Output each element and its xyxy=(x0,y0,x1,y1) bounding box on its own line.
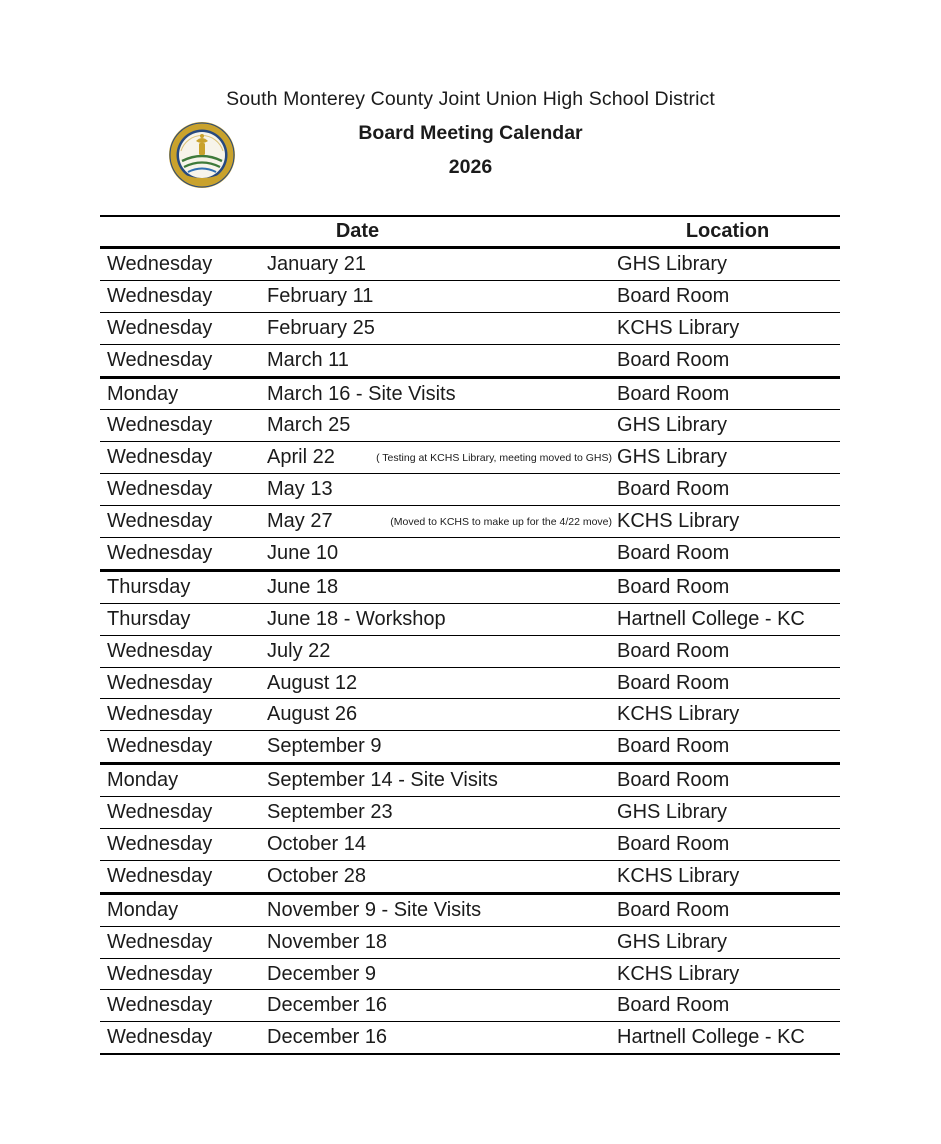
cell-date xyxy=(265,635,615,667)
cell-day: Monday xyxy=(100,377,265,410)
table-header xyxy=(100,216,840,248)
date-note: (Moved to KCHS to make up for the 4/22 move) xyxy=(390,515,613,528)
calendar-year: 2026 xyxy=(448,156,493,178)
cell-date xyxy=(265,410,615,442)
date-text: October 14 xyxy=(267,832,366,855)
cell-date xyxy=(265,280,615,312)
table-row xyxy=(100,797,840,829)
cell-date xyxy=(265,926,615,958)
table-row xyxy=(100,442,840,474)
board-meeting-table xyxy=(100,215,840,1055)
district-name: South Monterey County Joint Union High School District xyxy=(226,88,715,110)
cell-day: Wednesday xyxy=(100,829,265,861)
table-row xyxy=(100,474,840,506)
cell-location: GHS Library xyxy=(615,410,840,442)
cell-date xyxy=(265,667,615,699)
table-row xyxy=(100,958,840,990)
cell-date xyxy=(265,377,615,410)
date-text: February 11 xyxy=(267,284,374,307)
cell-location: Board Room xyxy=(615,990,840,1022)
cell-day: Wednesday xyxy=(100,280,265,312)
cell-location: Hartnell College - KC xyxy=(615,603,840,635)
table-row xyxy=(100,603,840,635)
cell-date xyxy=(265,442,615,474)
cell-location: Board Room xyxy=(615,667,840,699)
date-text: September 14 - Site Visits xyxy=(267,769,498,792)
cell-location: KCHS Library xyxy=(615,958,840,990)
cell-day: Wednesday xyxy=(100,667,265,699)
cell-day: Wednesday xyxy=(100,958,265,990)
cell-location: Board Room xyxy=(615,764,840,797)
table-row xyxy=(100,926,840,958)
date-text: April 22 xyxy=(267,446,335,469)
date-text: November 9 - Site Visits xyxy=(267,898,482,921)
cell-location: Board Room xyxy=(615,344,840,377)
cell-day: Wednesday xyxy=(100,990,265,1022)
cell-date xyxy=(265,829,615,861)
cell-date xyxy=(265,570,615,603)
table-row xyxy=(100,506,840,538)
column-header-date: Date xyxy=(100,216,615,248)
district-seal-logo xyxy=(168,121,236,189)
cell-location: Hartnell College - KC xyxy=(615,1022,840,1054)
table-row xyxy=(100,410,840,442)
date-text: December 16 xyxy=(267,994,388,1017)
cell-date xyxy=(265,990,615,1022)
cell-location: Board Room xyxy=(615,570,840,603)
date-text: December 16 xyxy=(267,1026,388,1049)
table-row xyxy=(100,667,840,699)
cell-date xyxy=(265,860,615,893)
date-note: ( Testing at KCHS Library, meeting moved to GHS) xyxy=(376,451,613,464)
cell-day: Monday xyxy=(100,764,265,797)
cell-location: Board Room xyxy=(615,474,840,506)
table-row xyxy=(100,538,840,571)
cell-day: Wednesday xyxy=(100,699,265,731)
cell-location: Board Room xyxy=(615,538,840,571)
cell-day: Wednesday xyxy=(100,248,265,281)
cell-location: Board Room xyxy=(615,893,840,926)
table-row xyxy=(100,731,840,764)
cell-day: Wednesday xyxy=(100,731,265,764)
page-title: Board Meeting Calendar xyxy=(358,122,583,144)
cell-location: KCHS Library xyxy=(615,312,840,344)
cell-location: Board Room xyxy=(615,829,840,861)
date-text: May 27 xyxy=(267,510,333,533)
cell-date xyxy=(265,893,615,926)
cell-date xyxy=(265,731,615,764)
cell-date xyxy=(265,797,615,829)
cell-day: Wednesday xyxy=(100,926,265,958)
cell-day: Monday xyxy=(100,893,265,926)
table-row xyxy=(100,764,840,797)
date-text: November 18 xyxy=(267,930,388,953)
table-row xyxy=(100,570,840,603)
table-row xyxy=(100,312,840,344)
cell-date xyxy=(265,603,615,635)
table-row xyxy=(100,377,840,410)
table-row xyxy=(100,635,840,667)
cell-day: Wednesday xyxy=(100,1022,265,1054)
cell-location: KCHS Library xyxy=(615,506,840,538)
cell-date xyxy=(265,1022,615,1054)
table-row xyxy=(100,1022,840,1054)
table-row xyxy=(100,280,840,312)
cell-date xyxy=(265,538,615,571)
table-row xyxy=(100,699,840,731)
cell-day: Wednesday xyxy=(100,312,265,344)
date-text: June 18 xyxy=(267,575,339,598)
date-text: January 21 xyxy=(267,252,366,275)
cell-day: Wednesday xyxy=(100,538,265,571)
cell-date xyxy=(265,474,615,506)
date-text: March 11 xyxy=(267,348,349,371)
cell-day: Wednesday xyxy=(100,797,265,829)
table-row xyxy=(100,893,840,926)
cell-date xyxy=(265,248,615,281)
date-text: August 12 xyxy=(267,671,358,694)
date-text: March 16 - Site Visits xyxy=(267,382,456,405)
cell-day: Wednesday xyxy=(100,860,265,893)
cell-day: Wednesday xyxy=(100,474,265,506)
date-text: September 9 xyxy=(267,735,382,758)
meeting-table-body xyxy=(100,248,840,1055)
date-text: July 22 xyxy=(267,639,331,662)
cell-day: Wednesday xyxy=(100,635,265,667)
cell-location: GHS Library xyxy=(615,248,840,281)
cell-location: KCHS Library xyxy=(615,860,840,893)
cell-location: KCHS Library xyxy=(615,699,840,731)
cell-date xyxy=(265,506,615,538)
cell-day: Thursday xyxy=(100,570,265,603)
cell-date xyxy=(265,764,615,797)
date-text: June 10 xyxy=(267,541,339,564)
cell-date xyxy=(265,699,615,731)
cell-day: Wednesday xyxy=(100,506,265,538)
date-text: August 26 xyxy=(267,703,358,726)
column-header-location: Location xyxy=(615,216,840,248)
date-text: May 13 xyxy=(267,478,333,501)
date-text: December 9 xyxy=(267,962,376,985)
cell-location: Board Room xyxy=(615,731,840,764)
cell-day: Wednesday xyxy=(100,344,265,377)
table-row xyxy=(100,248,840,281)
date-text: March 25 xyxy=(267,414,351,437)
cell-day: Wednesday xyxy=(100,442,265,474)
cell-location: Board Room xyxy=(615,635,840,667)
table-row xyxy=(100,990,840,1022)
cell-date xyxy=(265,958,615,990)
date-text: June 18 - Workshop xyxy=(267,607,446,630)
cell-location: GHS Library xyxy=(615,797,840,829)
cell-day: Thursday xyxy=(100,603,265,635)
document-header xyxy=(0,0,941,179)
date-text: February 25 xyxy=(267,316,375,339)
table-row xyxy=(100,344,840,377)
cell-date xyxy=(265,312,615,344)
cell-location: Board Room xyxy=(615,377,840,410)
date-text: October 28 xyxy=(267,864,366,887)
cell-location: Board Room xyxy=(615,280,840,312)
cell-date xyxy=(265,344,615,377)
table-row xyxy=(100,860,840,893)
cell-day: Wednesday xyxy=(100,410,265,442)
date-text: September 23 xyxy=(267,801,393,824)
cell-location: GHS Library xyxy=(615,442,840,474)
cell-location: GHS Library xyxy=(615,926,840,958)
table-row xyxy=(100,829,840,861)
